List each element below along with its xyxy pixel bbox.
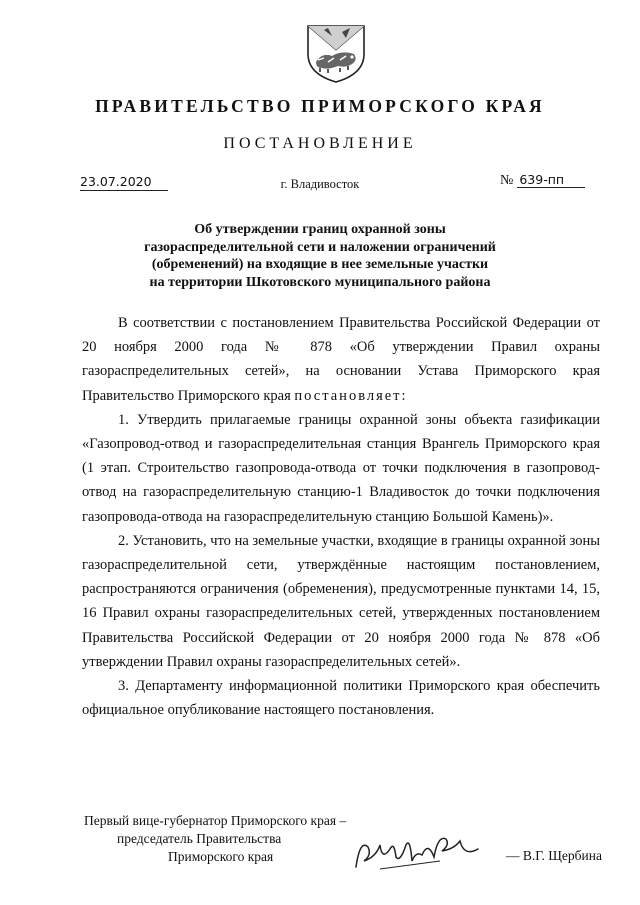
title-line: газораспределительной сети и наложении ограничений	[144, 239, 496, 255]
number-label: №	[500, 173, 514, 188]
signer-name: — В.Г. Щербина	[506, 848, 602, 863]
title-line: (обременений) на входящие в нее земельные участки	[151, 257, 489, 272]
signer-position-line: Приморского края	[168, 849, 274, 864]
number-value: 639-пп	[517, 172, 585, 188]
document-type: ПОСТАНОВЛЕНИЕ	[223, 135, 417, 152]
government-name: ПРАВИТЕЛЬСТВО ПРИМОРСКОГО КРАЯ	[95, 96, 545, 116]
signer-position-line: Первый вице-губернатор Приморского края –	[84, 813, 347, 828]
document-city: г. Владивосток	[280, 177, 360, 191]
document-body	[82, 311, 600, 722]
signer-position-line: председатель Правительства	[117, 831, 282, 846]
clause-2: 2. Установить, что на земельные участки, входящие в границы охранной зоны газораспределительной сети, утверждённые настоящим постановлением, распространяются ограничения (обременения), предусмотренные пунктами 14, 15, 16 Правил охраны газораспределительных сетей, утвержденных постановлением Правительства Российской Федерации от 20 ноября 2000 года № 878 «Об утверждении Правил охраны газораспределительных сетей».	[82, 532, 600, 670]
document-number	[500, 172, 585, 189]
title-line: Об утверждении границ охранной зоны	[194, 222, 446, 237]
preamble-paragraph	[82, 311, 600, 408]
signer-position	[84, 812, 346, 866]
document-title	[0, 221, 640, 291]
document-date: 23.07.2020	[80, 174, 168, 191]
clause-3: 3. Департаменту информационной политики Приморского края обеспечить официальное опубликование настоящего постановления.	[82, 678, 600, 719]
coat-of-arms-icon	[302, 20, 370, 84]
preamble-text: В соответствии с постановлением Правительства Российской Федерации от 20 ноября 2000 года № 878 «Об утверждении Правил охраны газораспределительных сетей», на основании Устава Приморского края Правительство Приморского края	[82, 315, 600, 404]
title-line: на территории Шкотовского муниципального района	[149, 274, 491, 290]
preamble-action: постановляет:	[294, 387, 408, 404]
handwritten-signature	[350, 827, 486, 879]
clause-1: 1. Утвердить прилагаемые границы охранной зоны объекта газификации «Газопровод-отвод и газораспределительная станция Врангель Приморского края (1 этап. Строительство газопровода-отвода от точки подключения в газопровод-отвод на газораспределительную станцию-1 Владивосток до точки подключения газопровода-отвода на газораспределительную станцию Большой Камень)».	[82, 411, 600, 525]
